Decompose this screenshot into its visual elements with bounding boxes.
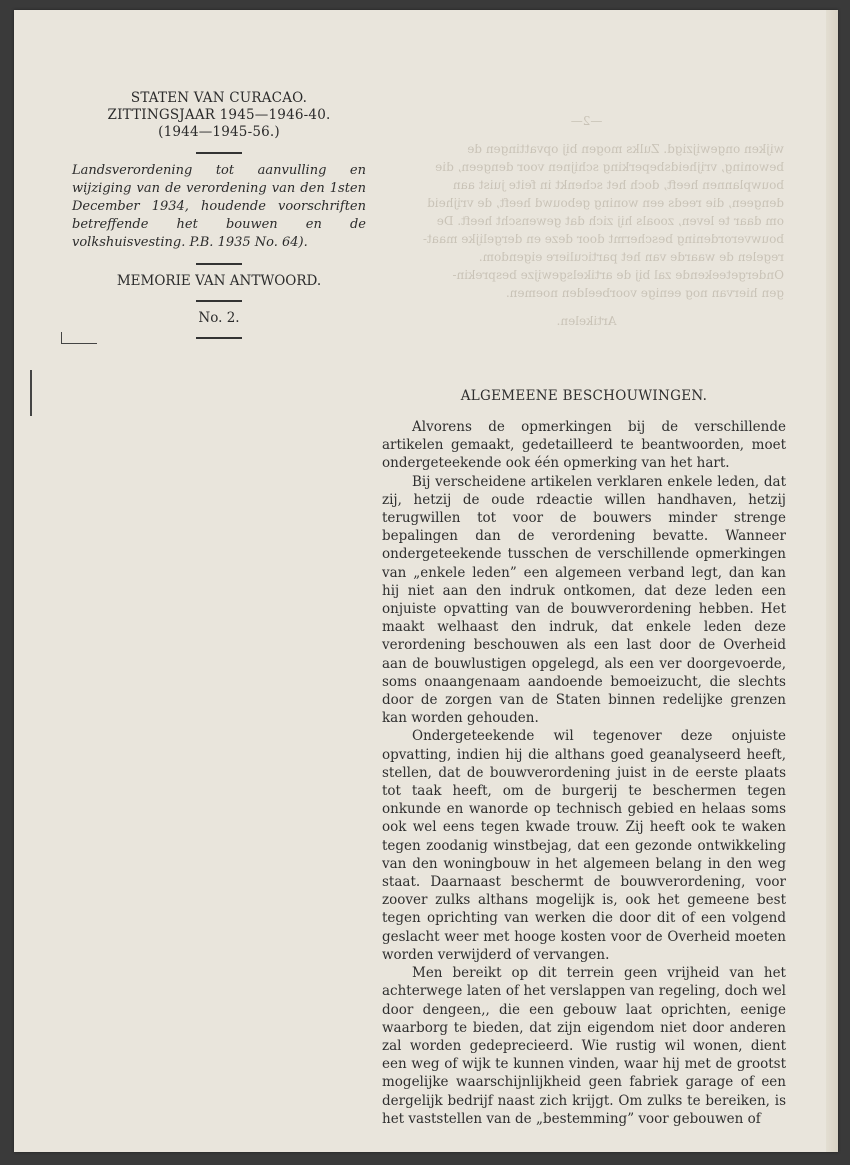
show-through-page-number: —2— <box>570 114 603 128</box>
fold-mark <box>61 343 97 344</box>
show-through-line: bouwplannen heeft, doch het schenkt in feite juist aan <box>452 178 784 192</box>
staple-mark <box>30 370 32 416</box>
body-paragraph: Men bereikt op dit terrein geen vrijheid van het achterwege laten of het verslappen van regeling, doch wel door dengeen,, die een gebouw laat oprichten, eenige waarborg te bieden, dat zijn eigendom niet door anderen zal worden gedeprecieerd. Wie rustig wil wonen, dient een weg of wijk te kunnen vinden, waar hij met de grootst mogelijke waarschijnlijkheid geen fabriek garage of een dergelijk bedrijf naast zich krijgt. Om zulks te bereiken, is het vaststellen van de „bestemming” voor gebouwen of <box>382 965 786 1127</box>
show-through-line: bewoning, vrijheidsbeperking schijnen voor dengeen, die <box>435 160 784 174</box>
body-paragraph: Alvorens de opmerkingen bij de verschillende artikelen gemaakt, gedetailleerd te beantwoorden, moet ondergeteekende ook één opmerking van het hart. <box>382 419 786 472</box>
show-through-line: gen hiervan nog eenige voorbeelden noemen. <box>505 286 784 300</box>
show-through-line: bouwverordening beschermt door deze en dergelijke maat- <box>422 232 784 246</box>
divider <box>196 300 242 302</box>
divider <box>196 337 242 339</box>
show-through-heading: Artikelen. <box>556 314 617 328</box>
session-reference: (1944—1945-56.) <box>158 124 280 140</box>
section-heading: ALGEMEENE BESCHOUWINGEN. <box>460 388 708 404</box>
show-through-line: wijken ongewijzigd. Zulks mogen bij opvattingen de <box>467 142 784 156</box>
show-through-text <box>389 102 784 340</box>
body-paragraph: Ondergeteekende wil tegenover deze onjuiste opvatting, indien hij die althans goed geanalyseerd heeft, stellen, dat de bouwverordening juist in de eerste plaats tot taak heeft, om de burgerij te beschermen tegen onkunde en wanorde op technisch gebied en helaas soms ook wel eens tegen kwade trouw. Zij heeft ook te waken tegen zoodanig winstbejag, dat een gezonde ontwikkeling van den woningbouw in het algemeen belang in den weg staat. Daarnaast beschermt de bouwverordening, voor zoover zulks althans mogelijk is, ook het gemeene best tegen oprichting van werken die door dit of een volgend geslacht weer met hooge kosten voor de Overheid moeten worden verwijderd of vervangen. <box>382 728 786 963</box>
show-through-line: om daar te leven, zooals hij zich dat gewenscht heeft. De <box>436 214 784 228</box>
assembly-name: STATEN VAN CURACAO. <box>130 90 308 106</box>
divider <box>196 152 242 154</box>
show-through-line: regelen de waarde van het particuliere eigendom. <box>478 250 784 264</box>
bill-subject: Landsverordening tot aanvulling en wijziging van de verordening van den 1sten December 1934, houdende voorschriften betreffende het bouwen en de volkshuisvesting. P.B. 1935 No. 64). <box>72 163 366 250</box>
document-body <box>382 388 786 1128</box>
show-through-line: Ondergeteekende zal bij de artikelsgewijze besprekin- <box>452 268 784 282</box>
page-edge <box>826 10 838 1152</box>
document-header <box>69 90 369 347</box>
document-page <box>14 10 838 1152</box>
document-number: No. 2. <box>198 310 240 326</box>
show-through-line: dengeen, die reeds een woning gebouwd heeft, de vrijheid <box>427 196 784 210</box>
document-type: MEMORIE VAN ANTWOORD. <box>116 273 322 289</box>
divider <box>196 263 242 265</box>
body-paragraph: Bij verscheidene artikelen verklaren enkele leden, dat zij, hetzij de oude rdeactie willen handhaven, hetzij terugwillen tot voor de bouwers minder strenge bepalingen dan de verordening bevatte. Wanneer ondergeteekende tusschen de verschillende opmerkingen van „enkele leden” een algemeen verband legt, dan kan hij niet aan den indruk ontkomen, dat deze leden een onjuiste opvatting van de bouwverordening hebben. Het maakt welhaast den indruk, dat enkele leden deze verordening beschouwen als een last door de Overheid aan de bouwlustigen opgelegd, als een ver doorgevoerde, soms onaangenaam aandoende bemoeizucht, die slechts door de zorgen van de Staten binnen redelijke grenzen kan worden gehouden. <box>382 473 786 727</box>
session-year: ZITTINGSJAAR 1945—1946-40. <box>107 107 331 123</box>
